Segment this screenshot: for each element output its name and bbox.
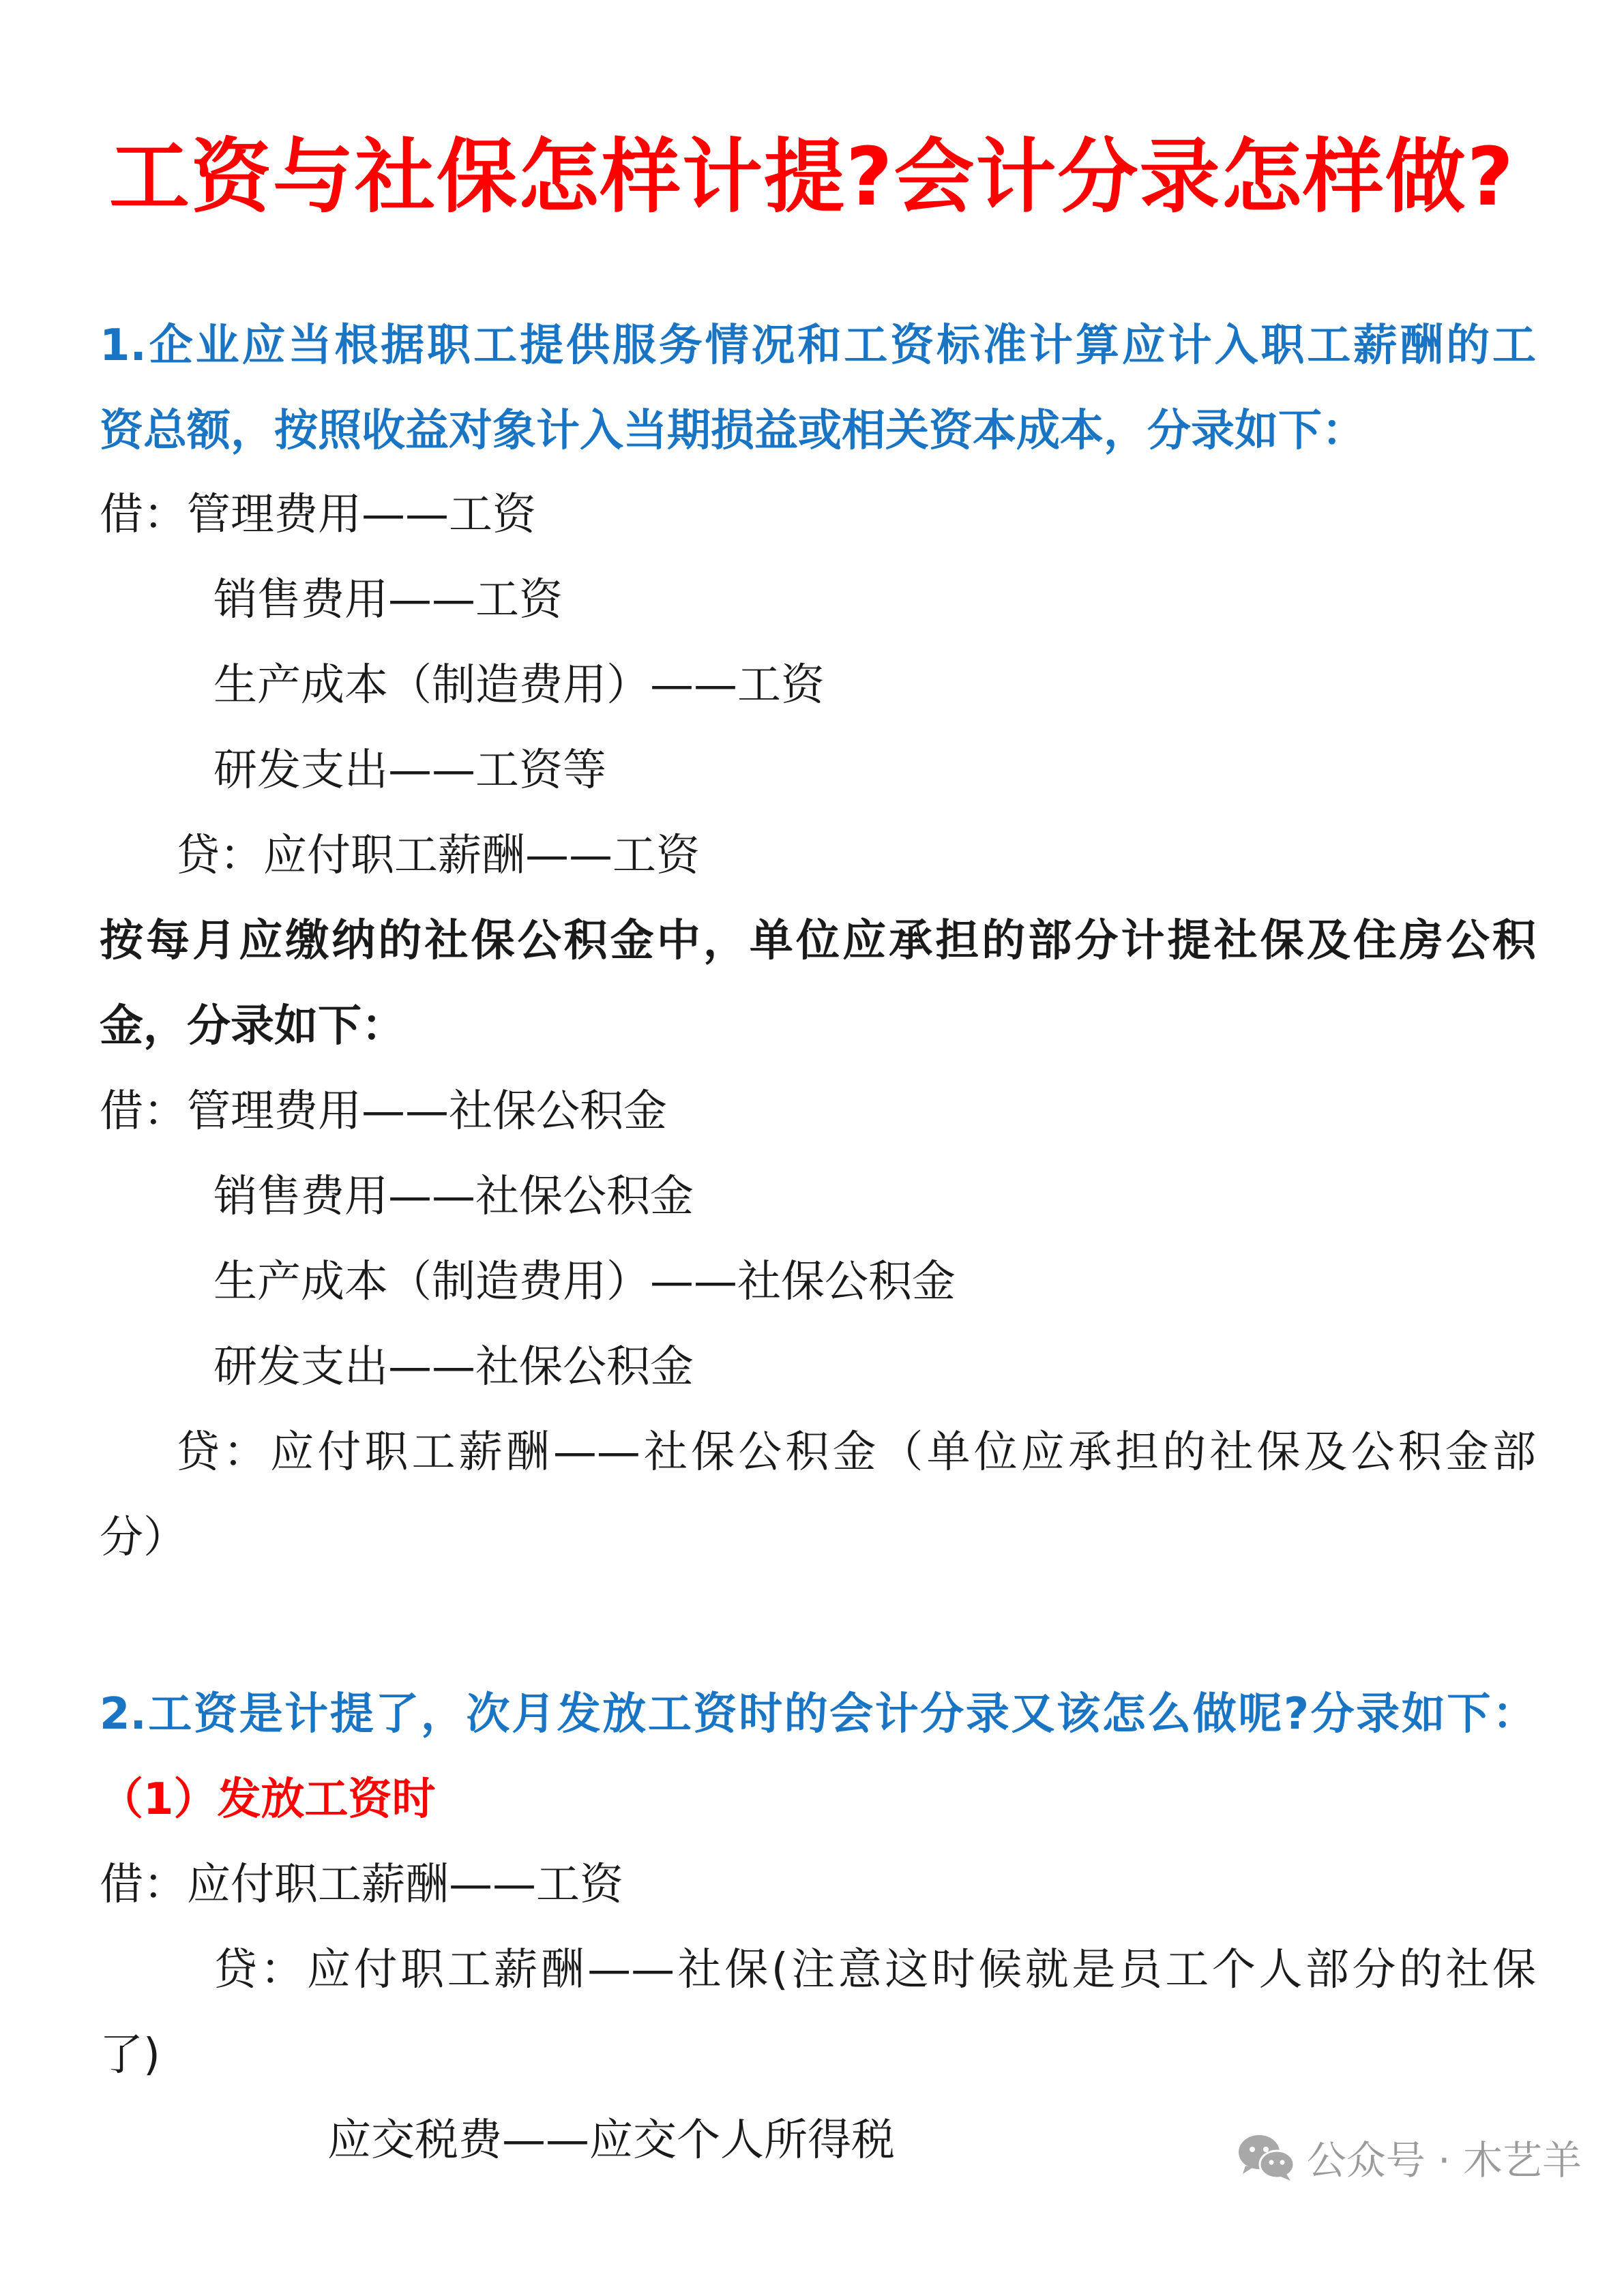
section1-heading-line1: 1.企业应当根据职工提供服务情况和工资标准计算应计入职工薪酬的工 (100, 320, 1536, 371)
wechat-icon (1236, 2132, 1296, 2182)
watermark-text: 公众号 · 木艺羊 (1306, 2137, 1582, 2183)
wage-entry-sales: 销售费用——工资 (213, 575, 563, 625)
wage-entry-rnd: 研发支出——工资等 (213, 745, 606, 796)
wage-entry-credit: 贷：应付职工薪酬——工资 (176, 831, 700, 881)
section1-heading-line2: 资总额，按照收益对象计入当期损益或相关资本成本，分录如下： (100, 406, 1365, 456)
social-entry-debit: 借：管理费用——社保公积金 (100, 1086, 667, 1137)
social-heading-line1: 按每月应缴纳的社保公积金中，单位应承担的部分计提社保及住房公积 (100, 916, 1536, 966)
page-title: 工资与社保怎样计提?会计分录怎样做? (109, 130, 1515, 224)
pay-entry-credit-line2: 了) (100, 2030, 160, 2081)
social-entry-credit-line2: 分） (100, 1512, 187, 1563)
wage-entry-production: 生产成本（制造费用）——工资 (213, 660, 825, 711)
section2-subheading: （1）发放工资时 (100, 1774, 436, 1825)
social-entry-credit-line1: 贷：应付职工薪酬——社保公积金（单位应承担的社保及公积金部 (176, 1427, 1536, 1478)
social-entry-sales: 销售费用——社保公积金 (213, 1172, 694, 1222)
pay-entry-tax: 应交税费——应交个人所得税 (327, 2115, 895, 2166)
social-entry-production: 生产成本（制造费用）——社保公积金 (213, 1257, 956, 1307)
social-entry-rnd: 研发支出——社保公积金 (213, 1342, 694, 1392)
wage-entry-debit: 借：管理费用——工资 (100, 490, 536, 540)
section2-heading: 2.工资是计提了，次月发放工资时的会计分录又该怎么做呢?分录如下： (100, 1689, 1536, 1740)
pay-entry-debit: 借：应付职工薪酬——工资 (100, 1860, 623, 1910)
social-heading-line2: 金，分录如下： (100, 1001, 405, 1052)
watermark (1236, 2126, 1582, 2188)
pay-entry-credit-line1: 贷：应付职工薪酬——社保(注意这时候就是员工个人部分的社保 (213, 1945, 1536, 1995)
